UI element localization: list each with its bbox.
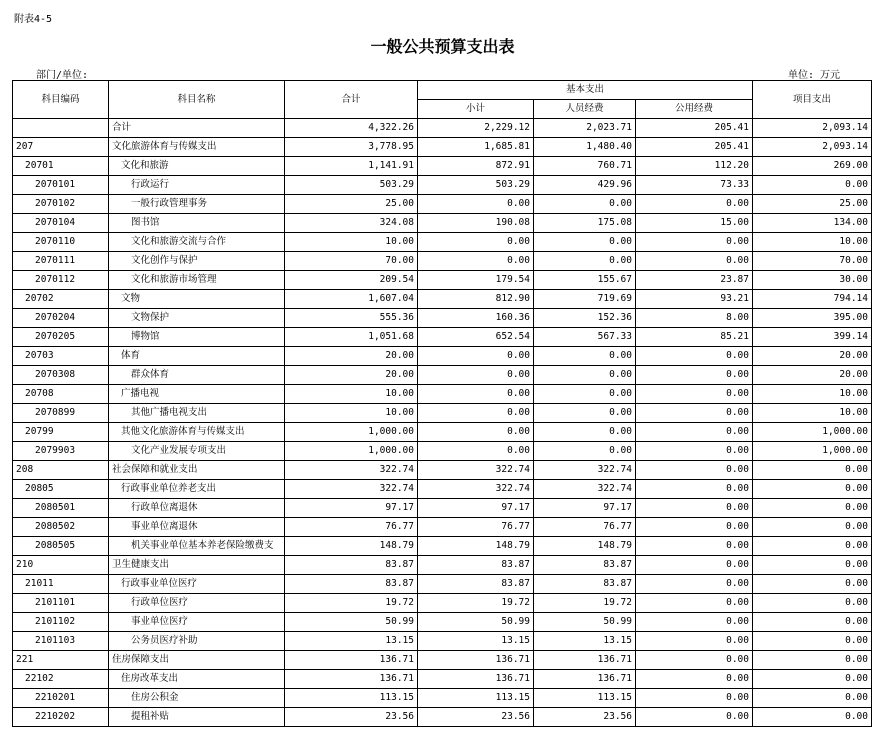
- header-personnel: 人员经费: [534, 100, 636, 119]
- cell-subtotal: 50.99: [418, 613, 534, 632]
- cell-subtotal: 148.79: [418, 537, 534, 556]
- cell-personnel: 97.17: [534, 499, 636, 518]
- cell-subtotal: 0.00: [418, 423, 534, 442]
- table-row: [13, 651, 872, 670]
- cell-code: 2070205: [13, 328, 109, 347]
- cell-total: 1,051.68: [285, 328, 418, 347]
- table-row: [13, 309, 872, 328]
- cell-personnel: 719.69: [534, 290, 636, 309]
- cell-personnel: 0.00: [534, 442, 636, 461]
- cell-total: 136.71: [285, 651, 418, 670]
- cell-public: 93.21: [636, 290, 753, 309]
- cell-personnel: 83.87: [534, 575, 636, 594]
- cell-name: 文化创作与保护: [109, 252, 285, 271]
- cell-project: 0.00: [753, 651, 872, 670]
- cell-total: 19.72: [285, 594, 418, 613]
- cell-code: 2210202: [13, 708, 109, 727]
- cell-public: 0.00: [636, 518, 753, 537]
- unit-label: 单位: 万元: [788, 70, 841, 81]
- cell-personnel: 76.77: [534, 518, 636, 537]
- table-row: [13, 214, 872, 233]
- cell-project: 20.00: [753, 347, 872, 366]
- cell-subtotal: 13.15: [418, 632, 534, 651]
- cell-public: 0.00: [636, 404, 753, 423]
- table-row: [13, 366, 872, 385]
- cell-name: 一般行政管理事务: [109, 195, 285, 214]
- cell-personnel: 2,023.71: [534, 119, 636, 138]
- cell-personnel: 19.72: [534, 594, 636, 613]
- cell-public: 0.00: [636, 252, 753, 271]
- cell-code: 2070112: [13, 271, 109, 290]
- header-total: 合计: [285, 81, 418, 119]
- cell-name: 合计: [109, 119, 285, 138]
- table-row: [13, 138, 872, 157]
- cell-project: 10.00: [753, 404, 872, 423]
- cell-code: 2070102: [13, 195, 109, 214]
- cell-code: 208: [13, 461, 109, 480]
- cell-total: 322.74: [285, 480, 418, 499]
- cell-subtotal: 0.00: [418, 442, 534, 461]
- cell-project: 2,093.14: [753, 138, 872, 157]
- cell-personnel: 0.00: [534, 404, 636, 423]
- table-row: [13, 632, 872, 651]
- cell-subtotal: 97.17: [418, 499, 534, 518]
- cell-total: 324.08: [285, 214, 418, 233]
- cell-public: 0.00: [636, 670, 753, 689]
- table-row: [13, 537, 872, 556]
- cell-personnel: 23.56: [534, 708, 636, 727]
- cell-public: 73.33: [636, 176, 753, 195]
- cell-code: 2080501: [13, 499, 109, 518]
- cell-personnel: 0.00: [534, 252, 636, 271]
- header-subtotal: 小计: [418, 100, 534, 119]
- cell-public: 0.00: [636, 366, 753, 385]
- cell-name: 事业单位离退休: [109, 518, 285, 537]
- table-row: [13, 594, 872, 613]
- cell-personnel: 567.33: [534, 328, 636, 347]
- table-row: [13, 575, 872, 594]
- cell-project: 0.00: [753, 670, 872, 689]
- cell-personnel: 0.00: [534, 233, 636, 252]
- cell-public: 0.00: [636, 613, 753, 632]
- cell-total: 50.99: [285, 613, 418, 632]
- cell-code: 2070204: [13, 309, 109, 328]
- cell-subtotal: 83.87: [418, 556, 534, 575]
- cell-total: 1,000.00: [285, 442, 418, 461]
- table-row: [13, 556, 872, 575]
- cell-name: 文化产业发展专项支出: [109, 442, 285, 461]
- cell-subtotal: 503.29: [418, 176, 534, 195]
- cell-subtotal: 0.00: [418, 385, 534, 404]
- budget-table: [12, 80, 872, 727]
- cell-name: 广播电视: [109, 385, 285, 404]
- cell-public: 0.00: [636, 651, 753, 670]
- cell-personnel: 175.08: [534, 214, 636, 233]
- header-project: 项目支出: [753, 81, 872, 119]
- cell-project: 10.00: [753, 233, 872, 252]
- cell-public: 0.00: [636, 423, 753, 442]
- cell-subtotal: 190.08: [418, 214, 534, 233]
- cell-subtotal: 113.15: [418, 689, 534, 708]
- table-row: [13, 518, 872, 537]
- table-row: [13, 442, 872, 461]
- cell-total: 209.54: [285, 271, 418, 290]
- cell-total: 1,000.00: [285, 423, 418, 442]
- cell-name: 事业单位医疗: [109, 613, 285, 632]
- cell-subtotal: 19.72: [418, 594, 534, 613]
- cell-name: 文化和旅游: [109, 157, 285, 176]
- cell-code: 20702: [13, 290, 109, 309]
- cell-public: 15.00: [636, 214, 753, 233]
- table-header: [13, 81, 872, 119]
- cell-code: 22102: [13, 670, 109, 689]
- cell-project: 0.00: [753, 461, 872, 480]
- cell-name: 行政单位离退休: [109, 499, 285, 518]
- cell-code: 21011: [13, 575, 109, 594]
- cell-personnel: 136.71: [534, 651, 636, 670]
- table-row: [13, 157, 872, 176]
- cell-total: 1,607.04: [285, 290, 418, 309]
- cell-total: 83.87: [285, 575, 418, 594]
- cell-project: 134.00: [753, 214, 872, 233]
- cell-subtotal: 872.91: [418, 157, 534, 176]
- cell-name: 博物馆: [109, 328, 285, 347]
- cell-subtotal: 0.00: [418, 233, 534, 252]
- cell-code: 2070111: [13, 252, 109, 271]
- cell-project: 0.00: [753, 176, 872, 195]
- cell-code: 2079903: [13, 442, 109, 461]
- cell-name: 行政运行: [109, 176, 285, 195]
- page-title: 一般公共预算支出表: [370, 37, 515, 56]
- cell-personnel: 0.00: [534, 366, 636, 385]
- cell-personnel: 13.15: [534, 632, 636, 651]
- table-row: [13, 404, 872, 423]
- table-row: [13, 385, 872, 404]
- table-row: [13, 119, 872, 138]
- cell-name: 社会保障和就业支出: [109, 461, 285, 480]
- table-row: [13, 328, 872, 347]
- cell-total: 555.36: [285, 309, 418, 328]
- cell-name: 提租补贴: [109, 708, 285, 727]
- table-row: [13, 499, 872, 518]
- cell-code: 2070110: [13, 233, 109, 252]
- cell-personnel: 0.00: [534, 347, 636, 366]
- cell-personnel: 429.96: [534, 176, 636, 195]
- cell-public: 0.00: [636, 594, 753, 613]
- cell-name: 卫生健康支出: [109, 556, 285, 575]
- cell-personnel: 148.79: [534, 537, 636, 556]
- cell-public: 0.00: [636, 195, 753, 214]
- cell-name: 其他广播电视支出: [109, 404, 285, 423]
- cell-total: 148.79: [285, 537, 418, 556]
- cell-project: 1,000.00: [753, 423, 872, 442]
- cell-total: 76.77: [285, 518, 418, 537]
- table-row: [13, 233, 872, 252]
- cell-code: 2080505: [13, 537, 109, 556]
- cell-name: 行政单位医疗: [109, 594, 285, 613]
- cell-total: 83.87: [285, 556, 418, 575]
- cell-total: 97.17: [285, 499, 418, 518]
- cell-project: 1,000.00: [753, 442, 872, 461]
- cell-personnel: 155.67: [534, 271, 636, 290]
- cell-project: 70.00: [753, 252, 872, 271]
- table-row: [13, 271, 872, 290]
- cell-public: 0.00: [636, 233, 753, 252]
- cell-code: 20805: [13, 480, 109, 499]
- cell-project: 0.00: [753, 632, 872, 651]
- cell-code: 2080502: [13, 518, 109, 537]
- cell-name: 机关事业单位基本养老保险缴费支: [109, 537, 285, 556]
- cell-public: 0.00: [636, 708, 753, 727]
- cell-subtotal: 179.54: [418, 271, 534, 290]
- table-row: [13, 252, 872, 271]
- cell-code: 2070899: [13, 404, 109, 423]
- cell-public: 0.00: [636, 499, 753, 518]
- cell-code: 221: [13, 651, 109, 670]
- cell-total: 70.00: [285, 252, 418, 271]
- cell-personnel: 1,480.40: [534, 138, 636, 157]
- cell-name: 文化和旅游交流与合作: [109, 233, 285, 252]
- cell-public: 0.00: [636, 480, 753, 499]
- cell-personnel: 113.15: [534, 689, 636, 708]
- cell-subtotal: 1,685.81: [418, 138, 534, 157]
- cell-name: 文物: [109, 290, 285, 309]
- cell-name: 群众体育: [109, 366, 285, 385]
- cell-total: 10.00: [285, 385, 418, 404]
- cell-public: 205.41: [636, 119, 753, 138]
- cell-code: 2101102: [13, 613, 109, 632]
- cell-total: 20.00: [285, 347, 418, 366]
- cell-code: 2070104: [13, 214, 109, 233]
- cell-project: 20.00: [753, 366, 872, 385]
- cell-code: 20703: [13, 347, 109, 366]
- cell-public: 0.00: [636, 442, 753, 461]
- header-public: 公用经费: [636, 100, 753, 119]
- cell-personnel: 0.00: [534, 385, 636, 404]
- cell-subtotal: 0.00: [418, 195, 534, 214]
- cell-name: 行政事业单位养老支出: [109, 480, 285, 499]
- cell-subtotal: 322.74: [418, 480, 534, 499]
- cell-project: 0.00: [753, 708, 872, 727]
- cell-project: 0.00: [753, 537, 872, 556]
- cell-code: 2070101: [13, 176, 109, 195]
- cell-subtotal: 136.71: [418, 651, 534, 670]
- cell-code: 20799: [13, 423, 109, 442]
- cell-project: 0.00: [753, 556, 872, 575]
- cell-project: 25.00: [753, 195, 872, 214]
- cell-name: 住房保障支出: [109, 651, 285, 670]
- cell-public: 0.00: [636, 689, 753, 708]
- cell-subtotal: 23.56: [418, 708, 534, 727]
- header-code: 科目编码: [13, 81, 109, 119]
- cell-project: 2,093.14: [753, 119, 872, 138]
- cell-public: 0.00: [636, 556, 753, 575]
- cell-subtotal: 76.77: [418, 518, 534, 537]
- cell-public: 0.00: [636, 575, 753, 594]
- cell-public: 85.21: [636, 328, 753, 347]
- cell-subtotal: 0.00: [418, 366, 534, 385]
- table-row: [13, 670, 872, 689]
- cell-personnel: 0.00: [534, 423, 636, 442]
- header-name: 科目名称: [109, 81, 285, 119]
- cell-subtotal: 652.54: [418, 328, 534, 347]
- cell-total: 503.29: [285, 176, 418, 195]
- table-row: [13, 461, 872, 480]
- table-row: [13, 290, 872, 309]
- table-row: [13, 689, 872, 708]
- cell-subtotal: 83.87: [418, 575, 534, 594]
- cell-project: 10.00: [753, 385, 872, 404]
- cell-code: 2070308: [13, 366, 109, 385]
- cell-personnel: 50.99: [534, 613, 636, 632]
- cell-name: 行政事业单位医疗: [109, 575, 285, 594]
- cell-name: 其他文化旅游体育与传媒支出: [109, 423, 285, 442]
- table-row: [13, 176, 872, 195]
- cell-subtotal: 0.00: [418, 252, 534, 271]
- cell-total: 23.56: [285, 708, 418, 727]
- cell-project: 0.00: [753, 480, 872, 499]
- cell-total: 10.00: [285, 233, 418, 252]
- cell-public: 112.20: [636, 157, 753, 176]
- cell-total: 136.71: [285, 670, 418, 689]
- cell-project: 269.00: [753, 157, 872, 176]
- cell-name: 体育: [109, 347, 285, 366]
- header-basic: 基本支出: [418, 81, 753, 100]
- cell-total: 20.00: [285, 366, 418, 385]
- annex-label: 附表4-5: [14, 14, 53, 25]
- cell-code: 2210201: [13, 689, 109, 708]
- cell-personnel: 0.00: [534, 195, 636, 214]
- cell-code: [13, 119, 109, 138]
- cell-public: 23.87: [636, 271, 753, 290]
- table-row: [13, 708, 872, 727]
- cell-public: 0.00: [636, 632, 753, 651]
- cell-name: 住房改革支出: [109, 670, 285, 689]
- cell-subtotal: 2,229.12: [418, 119, 534, 138]
- cell-name: 文化和旅游市场管理: [109, 271, 285, 290]
- cell-code: 20708: [13, 385, 109, 404]
- cell-personnel: 152.36: [534, 309, 636, 328]
- table-row: [13, 480, 872, 499]
- table-row: [13, 195, 872, 214]
- cell-personnel: 760.71: [534, 157, 636, 176]
- table-row: [13, 423, 872, 442]
- cell-project: 0.00: [753, 613, 872, 632]
- cell-project: 399.14: [753, 328, 872, 347]
- cell-project: 30.00: [753, 271, 872, 290]
- cell-public: 8.00: [636, 309, 753, 328]
- cell-total: 113.15: [285, 689, 418, 708]
- cell-project: 395.00: [753, 309, 872, 328]
- cell-subtotal: 0.00: [418, 347, 534, 366]
- cell-project: 0.00: [753, 518, 872, 537]
- cell-code: 210: [13, 556, 109, 575]
- cell-project: 0.00: [753, 689, 872, 708]
- department-label: 部门/单位:: [36, 70, 89, 81]
- cell-total: 4,322.26: [285, 119, 418, 138]
- cell-name: 公务员医疗补助: [109, 632, 285, 651]
- table-row: [13, 347, 872, 366]
- cell-project: 0.00: [753, 499, 872, 518]
- cell-code: 20701: [13, 157, 109, 176]
- cell-project: 794.14: [753, 290, 872, 309]
- cell-total: 13.15: [285, 632, 418, 651]
- cell-subtotal: 322.74: [418, 461, 534, 480]
- cell-name: 图书馆: [109, 214, 285, 233]
- cell-personnel: 83.87: [534, 556, 636, 575]
- cell-subtotal: 136.71: [418, 670, 534, 689]
- cell-project: 0.00: [753, 594, 872, 613]
- cell-total: 322.74: [285, 461, 418, 480]
- cell-total: 1,141.91: [285, 157, 418, 176]
- cell-public: 0.00: [636, 347, 753, 366]
- cell-public: 0.00: [636, 385, 753, 404]
- cell-subtotal: 812.90: [418, 290, 534, 309]
- cell-public: 0.00: [636, 461, 753, 480]
- table-body: [13, 119, 872, 727]
- cell-personnel: 322.74: [534, 461, 636, 480]
- cell-public: 0.00: [636, 537, 753, 556]
- cell-personnel: 136.71: [534, 670, 636, 689]
- cell-total: 3,778.95: [285, 138, 418, 157]
- cell-code: 2101103: [13, 632, 109, 651]
- cell-subtotal: 0.00: [418, 404, 534, 423]
- cell-project: 0.00: [753, 575, 872, 594]
- cell-subtotal: 160.36: [418, 309, 534, 328]
- cell-code: 207: [13, 138, 109, 157]
- cell-code: 2101101: [13, 594, 109, 613]
- cell-name: 文物保护: [109, 309, 285, 328]
- cell-total: 25.00: [285, 195, 418, 214]
- cell-name: 住房公积金: [109, 689, 285, 708]
- cell-public: 205.41: [636, 138, 753, 157]
- cell-personnel: 322.74: [534, 480, 636, 499]
- cell-name: 文化旅游体育与传媒支出: [109, 138, 285, 157]
- table-row: [13, 613, 872, 632]
- cell-total: 10.00: [285, 404, 418, 423]
